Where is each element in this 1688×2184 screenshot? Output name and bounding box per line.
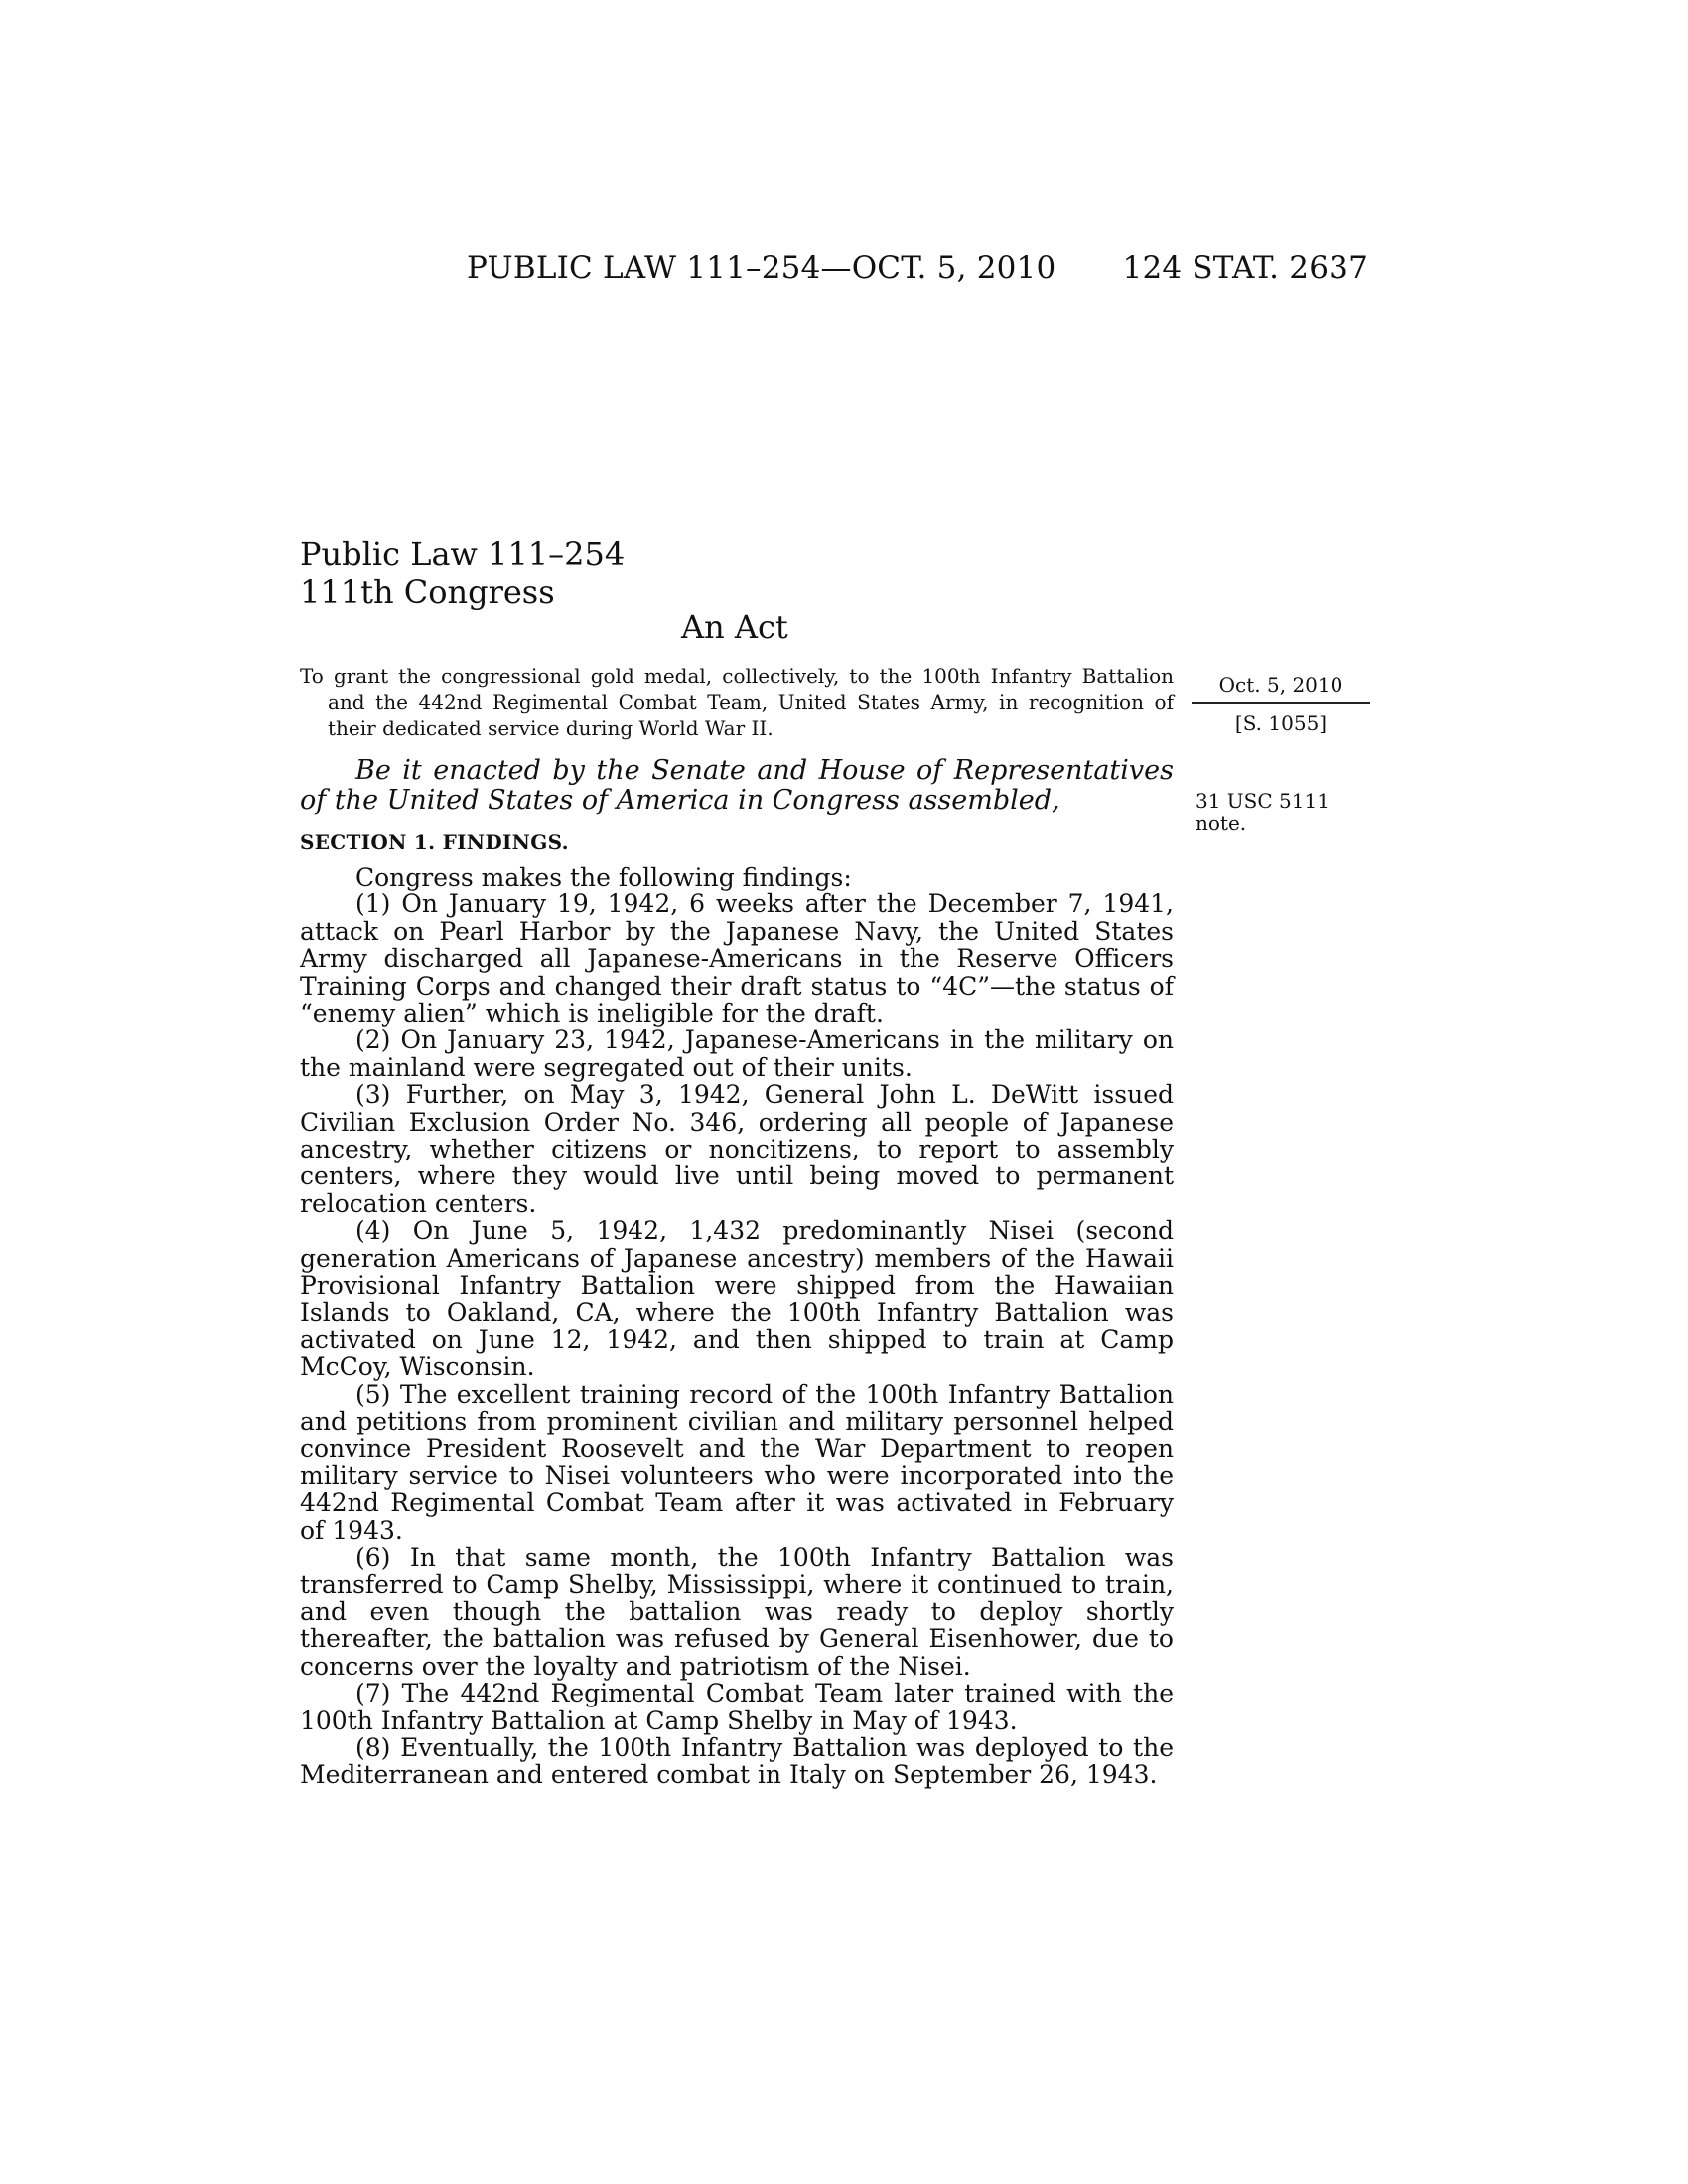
margin-divider: [1192, 702, 1370, 704]
enacting-clause: [300, 756, 1174, 816]
finding-1: (1) On January 19, 1942, 6 weeks after the December 7, 1941, attack on Pearl Harbor by the Japanese Navy, the United States Army discharged all Japanese-Americans in the Reserve Officers Training Corps and changed their draft status to “4C”—the status of “enemy alien” which is ineligible for the draft.: [300, 889, 1174, 1028]
finding-3: (3) Further, on May 3, 1942, General John L. DeWitt issued Civilian Exclusion Order No. 346, ordering all people of Japanese ancestry, whether citizens or noncitizens, to report to assembly centers, where they would live until being moved to permanent relocation centers.: [300, 1080, 1174, 1218]
act-heading: An Act: [681, 609, 788, 646]
margin-note-usc: [1196, 790, 1330, 834]
running-head-stat-citation: 124 STAT. 2637: [1122, 250, 1368, 286]
finding-4: (4) On June 5, 1942, 1,432 predominantly Nisei (second generation Americans of Japanese ancestry) members of the Hawaii Provisional Infantry Battalion were shipped from the Hawaiian Islands to Oakland, CA, where the 100th Infantry Battalion was activated on June 12, 1942, and then shipped to train at Camp McCoy, Wisconsin.: [300, 1216, 1174, 1382]
section-heading: SECTION 1. FINDINGS.: [300, 830, 569, 854]
running-head-title: PUBLIC LAW 111–254—OCT. 5, 2010: [467, 250, 1056, 286]
congress-number: 111th Congress: [300, 573, 555, 611]
margin-note-usc-citation: 31 USC 5111: [1196, 789, 1330, 813]
finding-7: (7) The 442nd Regimental Combat Team later trained with the 100th Infantry Battalion at Camp Shelby in May of 1943.: [300, 1679, 1174, 1735]
finding-6: (6) In that same month, the 100th Infantry Battalion was transferred to Camp Shelby, Mississippi, where it continued to train, and even though the battalion was ready to deploy shortly thereafter, the battalion was refused by General Eisenhower, due to concerns over the loyalty and patriotism of the Nisei.: [300, 1543, 1174, 1681]
act-purpose-text: To grant the congressional gold medal, collectively, to the 100th Infantry Battalion and the 442nd Regimental Combat Team, United States Army, in recognition of their dedicated service during World War II.: [300, 664, 1174, 740]
act-purpose: [300, 663, 1174, 741]
margin-note-usc-note: note.: [1196, 811, 1247, 835]
margin-note-date: Oct. 5, 2010: [1218, 673, 1343, 697]
margin-note-bill-number: [S. 1055]: [1234, 711, 1328, 735]
finding-5: (5) The excellent training record of the 100th Infantry Battalion and petitions from prominent civilian and military personnel helped convince President Roosevelt and the War Department to reopen military service to Nisei volunteers who were incorporated into the 442nd Regimental Combat Team after it was activated in February of 1943.: [300, 1379, 1174, 1545]
findings-lead: Congress makes the following findings:: [355, 863, 852, 891]
finding-8: (8) Eventually, the 100th Infantry Battalion was deployed to the Mediterranean and entered combat in Italy on September 26, 1943.: [300, 1733, 1174, 1790]
findings-list: [300, 863, 1174, 1790]
enacting-clause-text: Be it enacted by the Senate and House of Representatives of the United States of America in Congress assembled,: [300, 755, 1174, 816]
public-law-number: Public Law 111–254: [300, 535, 626, 573]
finding-2: (2) On January 23, 1942, Japanese-Americans in the military on the mainland were segregated out of their units.: [300, 1025, 1174, 1082]
